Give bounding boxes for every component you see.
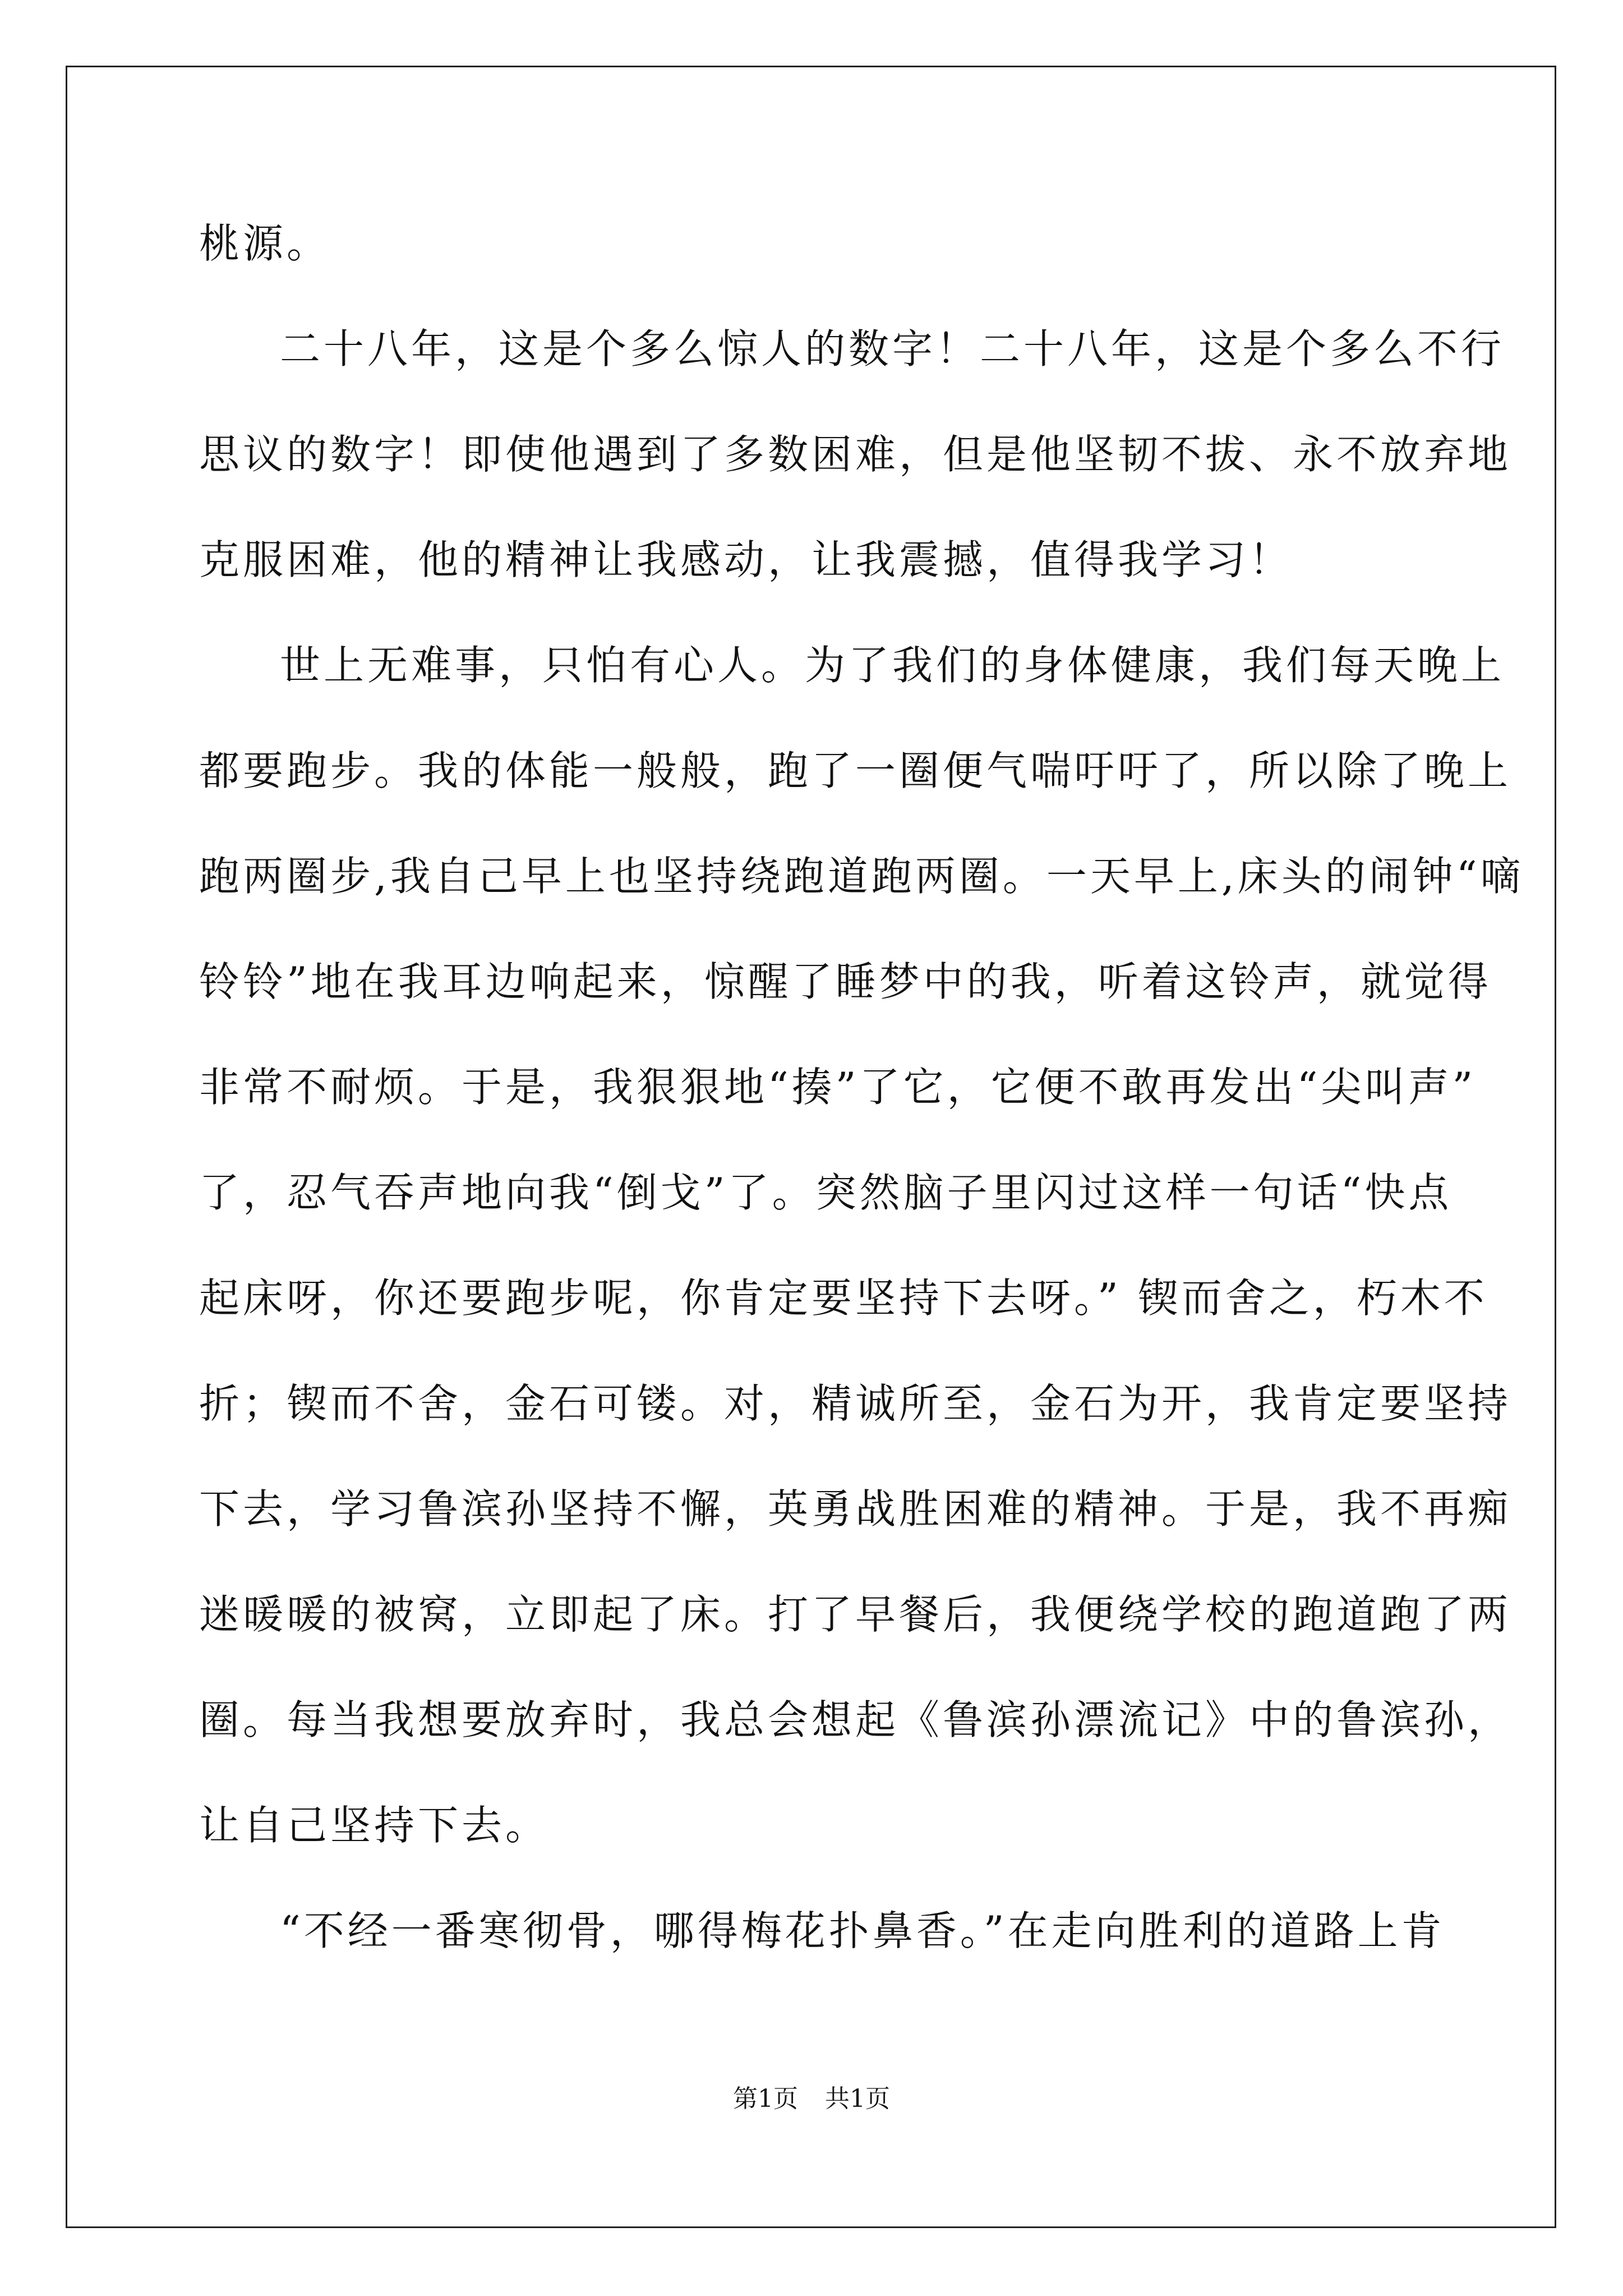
text-line: 起床呀，你还要跑步呢，你肯定要坚持下去呀。” 锲而舍之，朽木不 — [199, 1274, 1488, 1322]
text-line: 世上无难事，只怕有心人。为了我们的身体健康，我们每天晚上 — [280, 642, 1505, 689]
text-line: 克服困难，他的精神让我感动，让我震撼，值得我学习！ — [199, 536, 1293, 583]
text-line: 桃源。 — [199, 220, 331, 267]
text-line: 圈。每当我想要放弃时，我总会想起《鲁滨孙漂流记》中的鲁滨孙， — [199, 1696, 1512, 1743]
text-line: 下去，学习鲁滨孙坚持不懈，英勇战胜困难的精神。于是，我不再痴 — [199, 1485, 1512, 1533]
text-line: 跑两圈步,我自己早上也坚持绕跑道跑两圈。一天早上,床头的闹钟“嘀 — [199, 853, 1524, 900]
text-line: 了，忍气吞声地向我“倒戈”了。突然脑子里闪过这样一句话“快点 — [199, 1169, 1453, 1216]
document-body — [199, 191, 1524, 1984]
page-number-total: 共1页 — [825, 2085, 890, 2113]
text-line: “不经一番寒彻骨，哪得梅花扑鼻香。”在走向胜利的道路上肯 — [280, 1907, 1445, 1954]
page-number-current: 第1页 — [733, 2085, 798, 2113]
text-line: 二十八年，这是个多么惊人的数字！二十八年，这是个多么不行 — [280, 325, 1505, 372]
page-footer — [0, 2082, 1623, 2116]
text-line: 非常不耐烦。于是，我狠狠地“揍”了它，它便不敢再发出“尖叫声” — [199, 1064, 1477, 1111]
text-line: 折；锲而不舍，金石可镂。对，精诚所至，金石为开，我肯定要坚持 — [199, 1380, 1512, 1427]
text-line: 迷暖暖的被窝，立即起了床。打了早餐后，我便绕学校的跑道跑了两 — [199, 1591, 1512, 1638]
text-line: 让自己坚持下去。 — [199, 1802, 550, 1849]
text-line: 都要跑步。我的体能一般般，跑了一圈便气喘吁吁了，所以除了晚上 — [199, 747, 1512, 794]
text-line: 思议的数字！即使他遇到了多数困难，但是他坚韧不拔、永不放弃地 — [199, 431, 1512, 478]
text-line: 铃铃”地在我耳边响起来，惊醒了睡梦中的我，听着这铃声，就觉得 — [199, 958, 1492, 1005]
